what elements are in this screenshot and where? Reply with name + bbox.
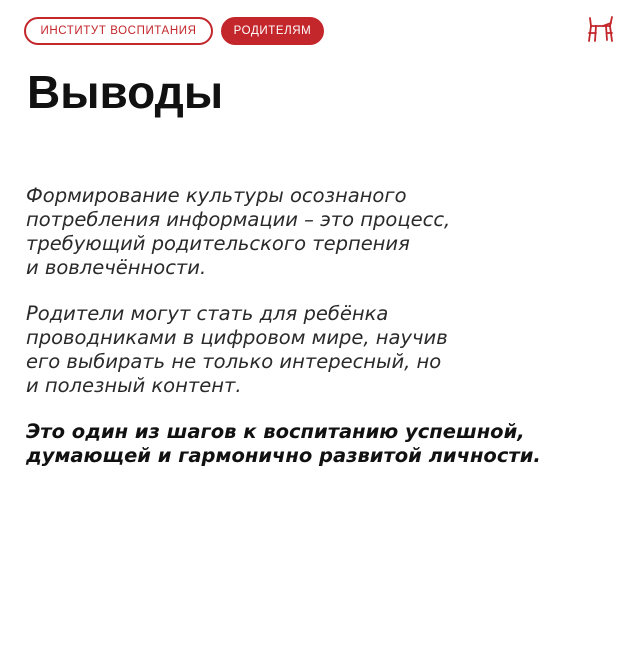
conclusions-text xyxy=(26,184,606,490)
text-line: его выбирать не только интересный, но xyxy=(26,350,442,373)
page-title: Выводы xyxy=(27,66,224,118)
paragraph-1 xyxy=(26,184,606,280)
text-line: Это один из шагов к воспитанию успешной, xyxy=(26,420,525,443)
paragraph-2 xyxy=(26,302,606,398)
text-line: и вовлечённости. xyxy=(26,256,207,279)
text-line: требующий родительского терпения xyxy=(26,232,410,255)
text-line: думающей и гармонично развитой личности. xyxy=(26,444,541,467)
text-line: Родители могут стать для ребёнка xyxy=(26,302,389,325)
chair-logo-icon xyxy=(585,13,617,45)
text-line: проводниками в цифровом мире, научив xyxy=(26,326,448,349)
text-line: и полезный контент. xyxy=(26,374,242,397)
tag-parents-button[interactable]: РОДИТЕЛЯМ xyxy=(221,17,324,45)
tag-institute-button[interactable]: ИНСТИТУТ ВОСПИТАНИЯ xyxy=(24,17,213,45)
text-line: Формирование культуры осознаного xyxy=(26,184,407,207)
text-line: потребления информации – это процесс, xyxy=(26,208,451,231)
header-tags xyxy=(24,17,324,45)
paragraph-3-emphasis xyxy=(26,420,606,468)
